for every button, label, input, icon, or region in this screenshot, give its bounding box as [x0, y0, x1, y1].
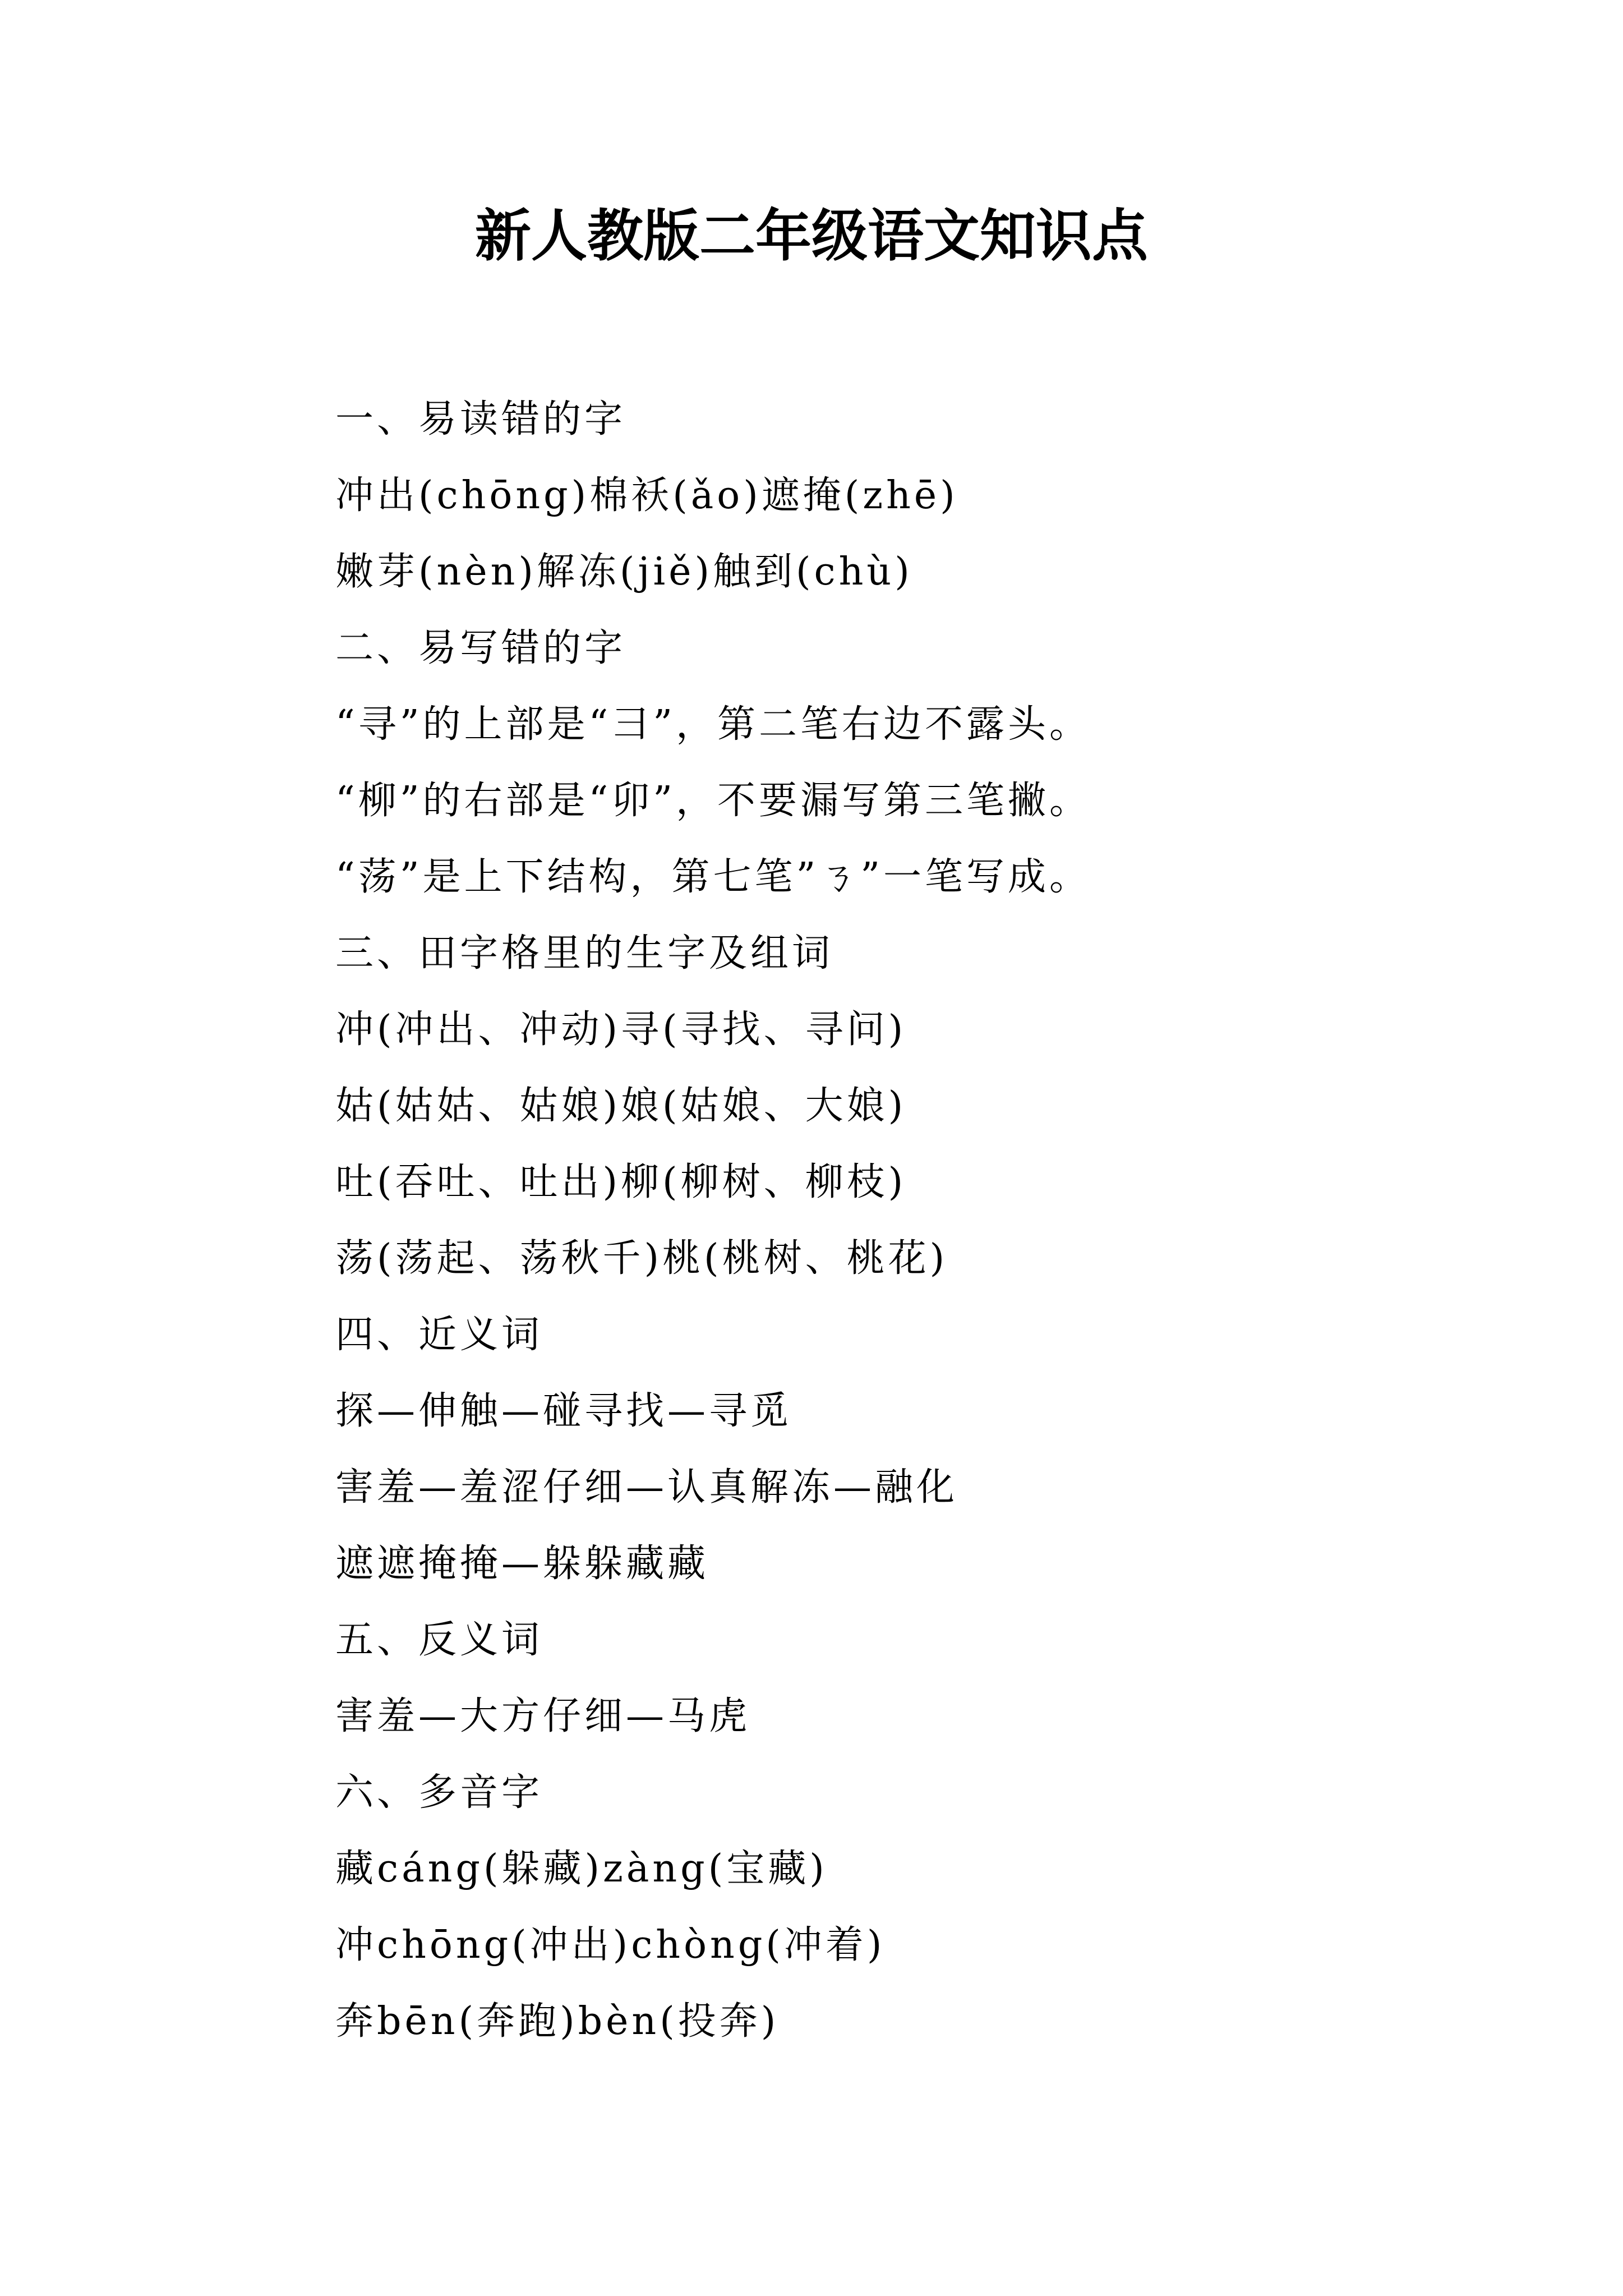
document-title: 新人教版二年级语文知识点	[475, 203, 1148, 269]
section-heading-easy-to-misread: 一、易读错的字	[335, 397, 626, 441]
text-line: “寻”的上部是“彐”，第二笔右边不露头。	[335, 702, 1091, 747]
section-heading-polyphones: 六、多音字	[335, 1770, 543, 1815]
text-line: 冲(冲出、冲动)寻(寻找、寻问)	[335, 1007, 907, 1052]
text-line: 害羞—大方仔细—马虎	[335, 1694, 751, 1738]
text-line: 探—伸触—碰寻找—寻觅	[335, 1389, 792, 1433]
text-line: 害羞—羞涩仔细—认真解冻—融化	[335, 1465, 958, 1510]
text-line: “荡”是上下结构，第七笔”ㄋ”一笔写成。	[335, 855, 1091, 899]
section-heading-new-characters: 三、田字格里的生字及组词	[335, 931, 834, 976]
text-line: 荡(荡起、荡秋千)桃(桃树、桃花)	[335, 1236, 948, 1281]
text-line: 藏cáng(躲藏)zàng(宝藏)	[335, 1847, 828, 1891]
text-line: 冲chōng(冲出)chòng(冲着)	[335, 1923, 886, 1967]
text-line: 冲出(chōng)棉袄(ǎo)遮掩(zhē)	[335, 473, 958, 518]
text-line: 嫩芽(nèn)解冻(jiě)触到(chù)	[335, 550, 913, 594]
section-heading-antonyms: 五、反义词	[335, 1618, 543, 1662]
section-heading-synonyms: 四、近义词	[335, 1313, 543, 1357]
text-line: 吐(吞吐、吐出)柳(柳树、柳枝)	[335, 1160, 907, 1204]
text-line: 姑(姑姑、姑娘)娘(姑娘、大娘)	[335, 1084, 907, 1128]
document-body	[335, 381, 1569, 2060]
text-line: 遮遮掩掩—躲躲藏藏	[335, 1542, 709, 1586]
section-heading-easy-to-miswrite: 二、易写错的字	[335, 626, 626, 670]
text-line: 奔bēn(奔跑)bèn(投奔)	[335, 1999, 780, 2044]
text-line: “柳”的右部是“卯”，不要漏写第三笔撇。	[335, 779, 1091, 823]
